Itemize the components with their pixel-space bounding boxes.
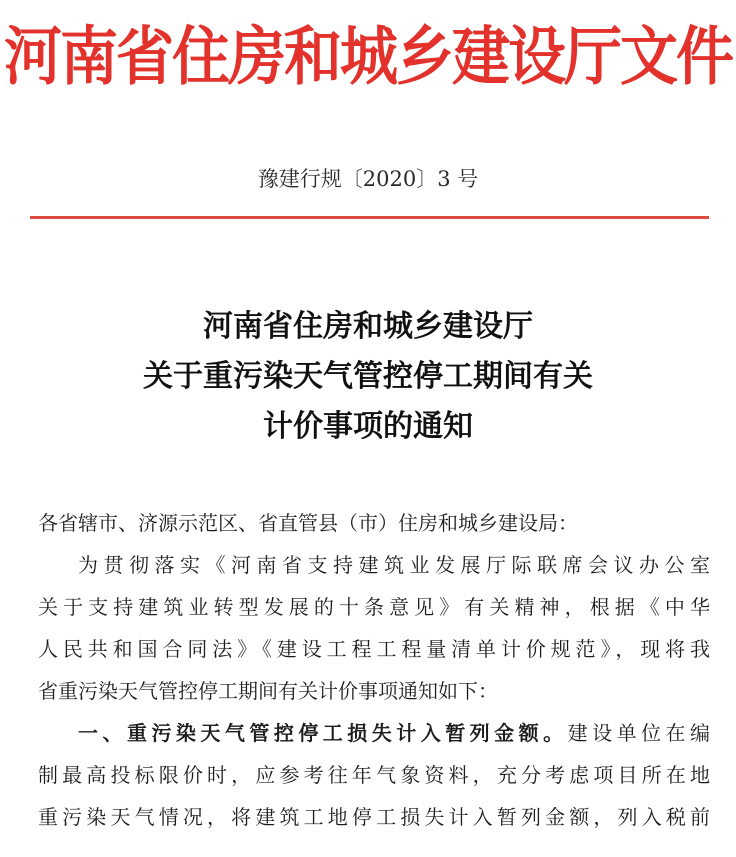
title-line-2: 关于重污染天气管控停工期间有关: [143, 359, 593, 394]
notice-title: [0, 302, 736, 452]
item1-heading-rest: 建设单位在编: [567, 721, 711, 745]
item1-line-3: 重污染天气情况，将建筑工地停工损失计入暂列金额，列入税前: [38, 805, 710, 829]
addressee-line: 各省辖市、济源示范区、省直管县（市）住房和城乡建设局：: [38, 511, 578, 535]
masthead-title: 河南省住房和城乡建设厅文件: [3, 19, 732, 94]
intro-line-4: 省重污染天气管控停工期间有关计价事项通知如下：: [38, 679, 498, 703]
intro-line-2: 关于支持建筑业转型发展的十条意见》有关精神，根据《中华: [38, 595, 710, 619]
notice-body: [38, 502, 710, 838]
document-number: 豫建行规〔2020〕3 号: [257, 167, 479, 191]
intro-line-1: 为贯彻落实《河南省支持建筑业发展厅际联席会议办公室: [78, 553, 710, 577]
item1-line-2: 制最高投标限价时，应参考往年气象资料，充分考虑项目所在地: [38, 763, 710, 787]
item1-line-1: [38, 712, 710, 754]
item1-heading: 一、重污染天气管控停工损失计入暂列金额。: [78, 721, 568, 745]
intro-line-3: 人民共和国合同法》《建设工程工程量清单计价规范》，现将我: [38, 637, 710, 661]
title-line-1: 河南省住房和城乡建设厅: [203, 309, 533, 344]
red-divider-rule: [30, 216, 709, 219]
title-line-3: 计价事项的通知: [263, 409, 473, 444]
